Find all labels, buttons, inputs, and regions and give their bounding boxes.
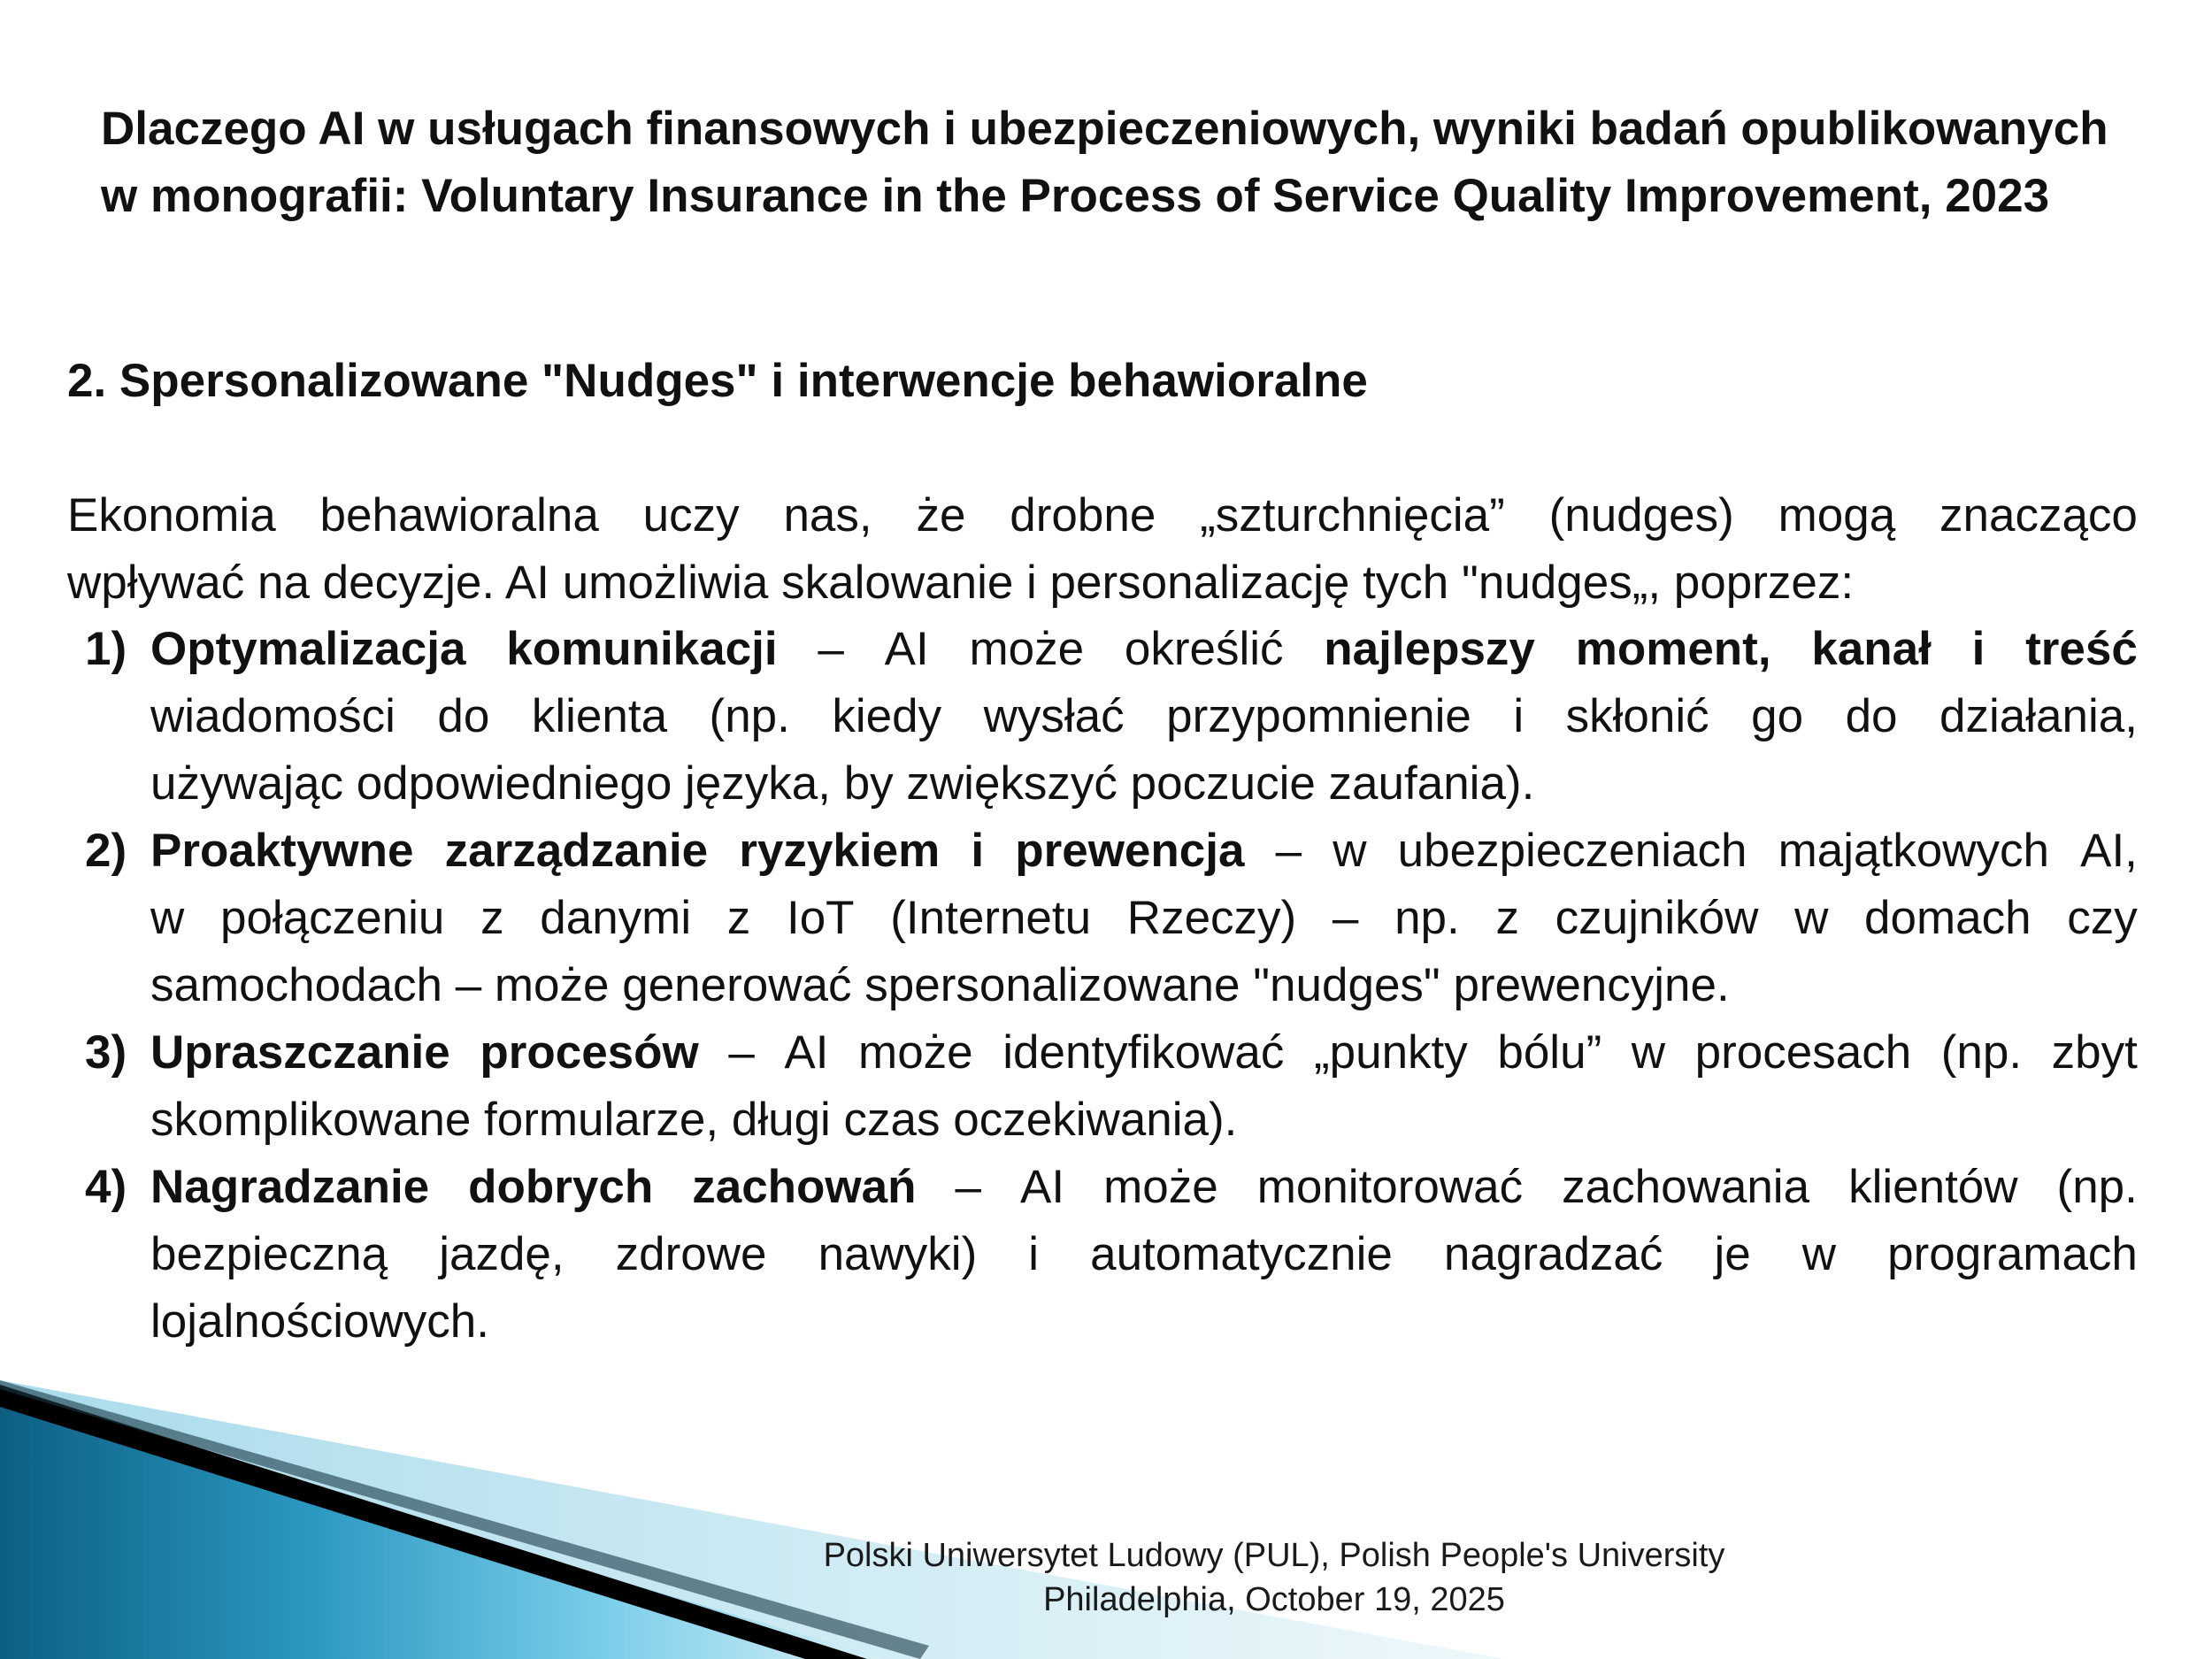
word: – <box>728 1026 755 1079</box>
emphasis-word: treść <box>2025 623 2138 675</box>
list-item-line <box>150 818 2138 885</box>
word: w <box>150 892 185 944</box>
emphasis-word: Optymalizacja <box>150 623 466 675</box>
emphasis-word: Nagradzanie <box>150 1161 430 1213</box>
list-item-body <box>150 616 2138 818</box>
intro-word: „szturchnięcia” <box>1200 489 1505 541</box>
word: zdrowe <box>615 1228 767 1280</box>
list-item-line <box>150 1221 2138 1288</box>
word: majątkowych <box>1778 825 2049 877</box>
word: nawyki) <box>818 1228 978 1280</box>
word: AI, <box>2080 825 2138 877</box>
emphasis-word: Proaktywne <box>150 825 414 877</box>
emphasis-word: Upraszczanie <box>150 1026 450 1079</box>
emphasis-word: ryzykiem <box>739 825 941 877</box>
word: w <box>1631 1026 1666 1079</box>
list-item-line <box>150 1019 2138 1087</box>
emphasis-word: dobrych <box>468 1161 654 1213</box>
word: danymi <box>540 892 692 944</box>
emphasis-word: zachowań <box>692 1161 917 1213</box>
word: zbyt <box>2051 1026 2138 1079</box>
slide-title <box>101 96 2171 230</box>
word: procesach <box>1694 1026 1912 1079</box>
list-item-last-line: używając odpowiedniego języka, by zwiększyć poczucie zaufania). <box>150 757 1535 810</box>
word: monitorować <box>1256 1161 1524 1213</box>
emphasis-word: najlepszy <box>1324 623 1535 675</box>
word: i <box>1513 690 1525 742</box>
word: automatycznie <box>1090 1228 1393 1280</box>
word: nagradzać <box>1443 1228 1663 1280</box>
word: AI <box>1020 1161 1065 1213</box>
word: i <box>1028 1228 1040 1280</box>
word: je <box>1714 1228 1751 1280</box>
word: może <box>969 623 1085 675</box>
word: Rzeczy) <box>1126 892 1297 944</box>
emphasis-word: moment, <box>1575 623 1771 675</box>
list-item-body <box>150 1154 2138 1356</box>
word: klienta <box>531 690 668 742</box>
word: AI <box>784 1026 829 1079</box>
word: np. <box>1394 892 1460 944</box>
word: w <box>1801 1228 1837 1280</box>
list-item <box>0 1154 2138 1356</box>
list-item-line <box>150 885 2138 952</box>
footer-place-date: Philadelphia, October 19, 2025 <box>1043 1581 1505 1618</box>
word: programach <box>1887 1228 2138 1280</box>
list-item-number: 2) <box>85 825 127 877</box>
word: domach <box>1864 892 2032 944</box>
word: z <box>726 892 751 944</box>
word: – <box>1332 892 1359 944</box>
word: może <box>1103 1161 1218 1213</box>
emphasis-word: prewencja <box>1015 825 1245 877</box>
emphasis-word: komunikacji <box>506 623 778 675</box>
list-item <box>0 1019 2138 1154</box>
list-item-last-line: skomplikowane formularze, długi czas oczekiwania). <box>150 1094 1238 1146</box>
word: bólu” <box>1497 1026 1602 1079</box>
emphasis-word: i <box>1971 623 1985 675</box>
intro-word: (nudges) <box>1548 489 1734 541</box>
intro-line-1 <box>67 482 2138 549</box>
intro-word: uczy <box>642 489 740 541</box>
footer <box>531 1533 2017 1622</box>
word: w <box>1794 892 1829 944</box>
emphasis-word: kanał <box>1811 623 1932 675</box>
word: z <box>1495 892 1519 944</box>
list-item-body <box>150 1019 2138 1154</box>
list-item-line <box>150 1154 2138 1221</box>
word: może <box>858 1026 973 1079</box>
word: identyfikować <box>1002 1026 1285 1079</box>
word: „punkty <box>1313 1026 1468 1079</box>
intro-line-2: wpływać na decyzje. AI umożliwia skalowanie i personalizację tych "nudges„, poprzez: <box>67 557 1855 609</box>
intro-word: znacząco <box>1939 489 2138 541</box>
list-item-last-line: lojalnościowych. <box>150 1295 489 1348</box>
word: (np. <box>709 690 790 742</box>
list-item-number: 4) <box>85 1161 127 1213</box>
word: – <box>1275 825 1302 877</box>
word: połączeniu <box>219 892 445 944</box>
word: ubezpieczeniach <box>1397 825 1747 877</box>
word: (np. <box>1940 1026 2023 1079</box>
list-item <box>0 818 2138 1019</box>
emphasis-word: procesów <box>480 1026 699 1079</box>
word: wiadomości <box>150 690 396 742</box>
footer-institution: Polski Uniwersytet Ludowy (PUL), Polish People's University <box>823 1537 1725 1574</box>
word: (np. <box>2056 1161 2138 1213</box>
list-item-number: 1) <box>85 623 127 675</box>
intro-paragraph <box>67 482 2138 617</box>
intro-word: behawioralna <box>319 489 599 541</box>
word: jazdę, <box>439 1228 565 1280</box>
word: określić <box>1124 623 1284 675</box>
word: w <box>1333 825 1367 877</box>
word: działania, <box>1939 690 2138 742</box>
word: czy <box>2067 892 2138 944</box>
word: IoT <box>786 892 855 944</box>
slide-title-line-2: w monografii: Voluntary Insurance in the Process of Service Quality Improvement, 2023 <box>101 170 2050 222</box>
word: (Internetu <box>890 892 1092 944</box>
word: go <box>1751 690 1804 742</box>
intro-word: że <box>916 489 966 541</box>
intro-word: nas, <box>783 489 872 541</box>
word: wysłać <box>983 690 1125 742</box>
emphasis-word: i <box>971 825 985 877</box>
list-item-line <box>150 683 2138 750</box>
list-item-body <box>150 818 2138 1019</box>
list-item <box>0 616 2138 818</box>
word: skłonić <box>1565 690 1709 742</box>
numbered-list <box>0 616 2138 1356</box>
intro-word: mogą <box>1778 489 1896 541</box>
word: z <box>480 892 504 944</box>
word: do <box>1845 690 1898 742</box>
word: bezpieczną <box>150 1228 388 1280</box>
word: kiedy <box>832 690 942 742</box>
intro-word: drobne <box>1010 489 1156 541</box>
list-item-last-line: samochodach – może generować spersonalizowane "nudges" prewencyjne. <box>150 959 1730 1011</box>
word: AI <box>884 623 929 675</box>
section-heading: 2. Spersonalizowane "Nudges" i interwencje behawioralne <box>67 355 1368 407</box>
word: przypomnienie <box>1166 690 1471 742</box>
word: czujników <box>1555 892 1759 944</box>
list-item-number: 3) <box>85 1026 127 1079</box>
emphasis-word: zarządzanie <box>444 825 709 877</box>
word: zachowania <box>1562 1161 1810 1213</box>
word: – <box>818 623 844 675</box>
list-item-line <box>150 616 2138 683</box>
intro-word: Ekonomia <box>67 489 276 541</box>
word: do <box>437 690 490 742</box>
word: klientów <box>1848 1161 2018 1213</box>
word: – <box>955 1161 981 1213</box>
slide-title-line-1: Dlaczego AI w usługach finansowych i ubezpieczeniowych, wyniki badań opublikowanych <box>101 103 2108 155</box>
